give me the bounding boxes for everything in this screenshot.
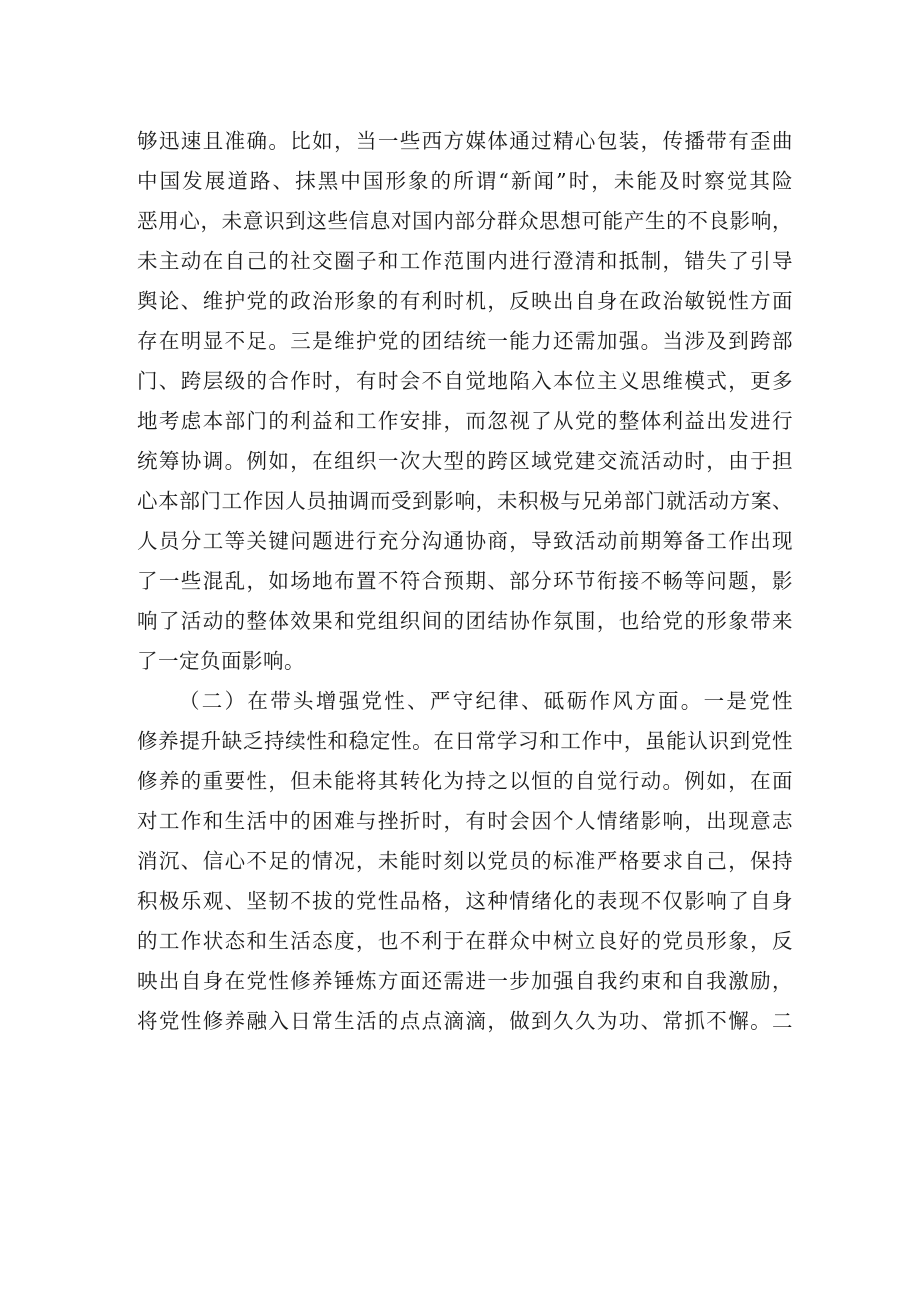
paragraph-2-line: 将党性修养融入日常生活的点点滴滴，做到久久为功、常抓不懈。二 [137, 1009, 793, 1033]
paragraph-1-line: 响了活动的整体效果和党组织间的团结协作氛围，也给党的形象带来 [137, 609, 793, 633]
paragraph-1-line: 存在明显不足。三是维护党的团结统一能力还需加强。当涉及到跨部 [137, 329, 793, 353]
paragraph-2-line: 消沉、信心不足的情况，未能时刻以党员的标准严格要求自己，保持 [137, 849, 793, 873]
paragraph-1-line: 门、跨层级的合作时，有时会不自觉地陷入本位主义思维模式，更多 [137, 369, 793, 393]
paragraph-1-line: 恶用心，未意识到这些信息对国内部分群众思想可能产生的不良影响， [137, 209, 793, 233]
paragraph-2-line: 积极乐观、坚韧不拔的党性品格，这种情绪化的表现不仅影响了自身 [137, 889, 793, 913]
paragraph-1-line: 中国发展道路、抹黑中国形象的所谓“新闻”时，未能及时察觉其险 [137, 169, 793, 193]
document-body [137, 121, 793, 1041]
paragraph-1-line: 统筹协调。例如，在组织一次大型的跨区域党建交流活动时，由于担 [137, 449, 793, 473]
paragraph-1-line: 人员分工等关键问题进行充分沟通协商，导致活动前期筹备工作出现 [137, 529, 793, 553]
paragraph-2-line: 映出自身在党性修养锤炼方面还需进一步加强自我约束和自我激励， [137, 969, 793, 993]
paragraph-1-line: 舆论、维护党的政治形象的有利时机，反映出自身在政治敏锐性方面 [137, 289, 793, 313]
paragraph-1-line: 地考虑本部门的利益和工作安排，而忽视了从党的整体利益出发进行 [137, 409, 793, 433]
paragraph-2-heading-line: （二）在带头增强党性、严守纪律、砥砺作风方面。一是党性 [179, 689, 793, 713]
paragraph-2-line: 的工作状态和生活态度，也不利于在群众中树立良好的党员形象，反 [137, 929, 793, 953]
paragraph-1 [137, 121, 793, 681]
paragraph-2 [137, 681, 793, 1041]
paragraph-1-line: 了一些混乱，如场地布置不符合预期、部分环节衔接不畅等问题，影 [137, 569, 793, 593]
paragraph-1-line: 未主动在自己的社交圈子和工作范围内进行澄清和抵制，错失了引导 [137, 249, 793, 273]
paragraph-2-line: 修养的重要性，但未能将其转化为持之以恒的自觉行动。例如，在面 [137, 769, 793, 793]
paragraph-1-line: 了一定负面影响。 [137, 649, 305, 673]
paragraph-2-line: 对工作和生活中的困难与挫折时，有时会因个人情绪影响，出现意志 [137, 809, 793, 833]
paragraph-1-line: 够迅速且准确。比如，当一些西方媒体通过精心包装，传播带有歪曲 [137, 129, 793, 153]
paragraph-1-line: 心本部门工作因人员抽调而受到影响，未积极与兄弟部门就活动方案、 [137, 489, 793, 513]
paragraph-2-line: 修养提升缺乏持续性和稳定性。在日常学习和工作中，虽能认识到党性 [137, 729, 793, 753]
